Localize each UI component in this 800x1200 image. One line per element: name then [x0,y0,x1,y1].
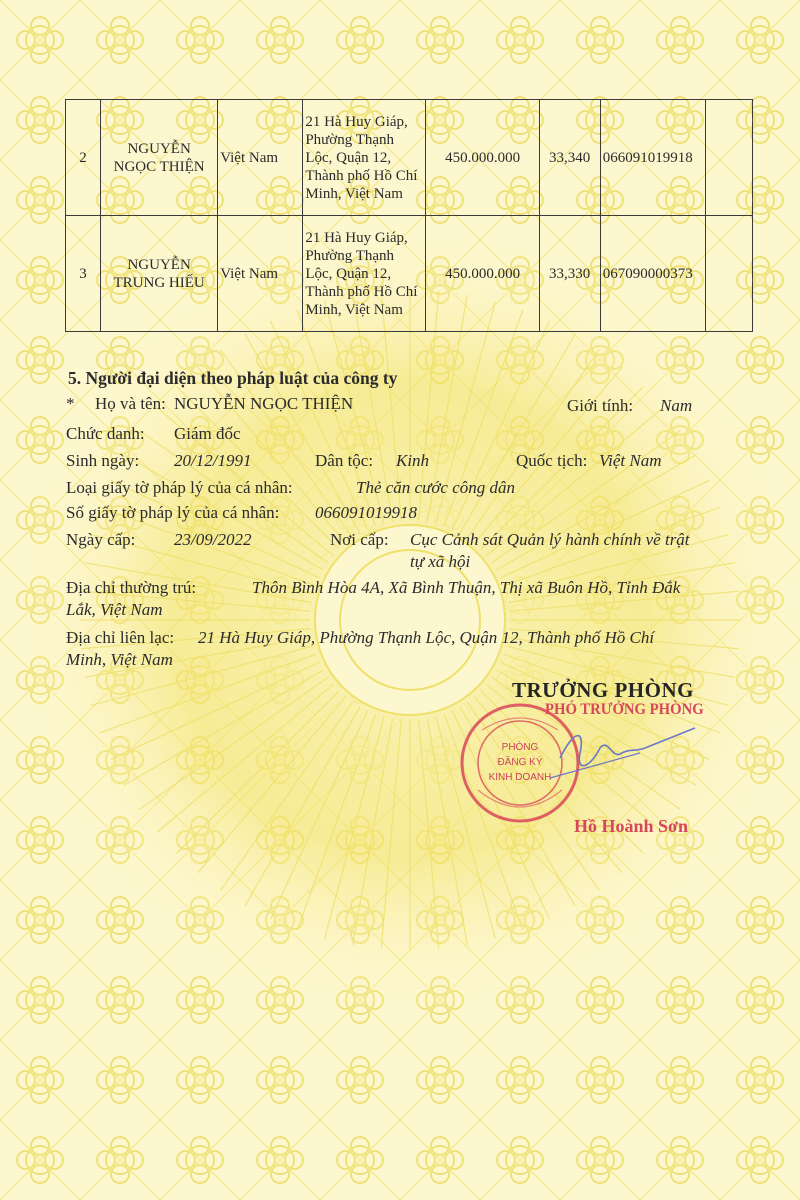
owner-name: NGUYỄN TRUNG HIẾU [101,216,218,332]
name-label: Họ và tên: [95,394,166,413]
svg-text:PHÒNG: PHÒNG [501,742,539,753]
owners-table [65,99,753,332]
contact-address-line2: Minh, Việt Nam [66,650,173,669]
permanent-address-line1: Thôn Bình Hòa 4A, Xã Bình Thuận, Thị xã Buôn Hồ, Tỉnh Đắk [252,578,681,597]
section-title: 5. Người đại diện theo pháp luật của công ty [68,368,398,388]
dob-value: 20/12/1991 [174,451,252,470]
owner-percent: 33,330 [539,216,600,332]
ethnicity-value: Kinh [396,451,430,470]
svg-text:ĐĂNG KÝ: ĐĂNG KÝ [497,757,543,768]
row-number: 2 [66,100,101,216]
owner-name: NGUYỄN NGỌC THIỆN [101,100,218,216]
signer-name: Hồ Hoành Sơn [574,816,689,836]
owner-capital: 450.000.000 [426,100,539,216]
owner-nationality: Việt Nam [218,216,303,332]
position-value: Giám đốc [174,424,241,443]
gender-value: Nam [660,396,693,415]
owner-address: 21 Hà Huy Giáp, Phường Thạnh Lộc, Quận 12, Thành phố Hồ Chí Minh, Việt Nam [303,100,426,216]
issue-date-value: 23/09/2022 [174,530,252,549]
signatory-title: TRƯỞNG PHÒNG [512,678,694,702]
nationality-value: Việt Nam [599,451,662,470]
permanent-address-line2: Lắk, Việt Nam [66,600,163,619]
doc-number-label: Số giấy tờ pháp lý của cá nhân: [66,503,280,522]
contact-address-label: Địa chỉ liên lạc: [66,628,175,647]
owner-capital: 450.000.000 [426,216,539,332]
handwritten-signature [520,718,700,788]
bullet: * [66,394,75,413]
nationality-label: Quốc tịch: [516,451,588,470]
permanent-address-label: Địa chỉ thường trú: [66,578,197,597]
owner-percent: 33,340 [539,100,600,216]
svg-text:KINH DOANH: KINH DOANH [488,772,552,783]
doc-type-label: Loại giấy tờ pháp lý của cá nhân: [66,478,293,497]
gender-label: Giới tính: [567,396,634,415]
owner-id-number: 066091019918 [600,100,705,216]
signatory-subtitle: PHÓ TRƯỞNG PHÒNG [545,701,704,718]
dob-label: Sinh ngày: [66,451,140,470]
row-number: 3 [66,216,101,332]
doc-type-value: Thẻ căn cước công dân [356,478,516,497]
owner-id-number: 067090000373 [600,216,705,332]
issue-place-line2: tự xã hội [410,552,471,571]
issue-place-line1: Cục Cảnh sát Quản lý hành chính về trật [410,530,690,549]
contact-address-line1: 21 Hà Huy Giáp, Phường Thạnh Lộc, Quận 12, Thành phố Hồ Chí [198,628,655,647]
issue-place-label: Nơi cấp: [330,530,389,549]
empty-cell [705,100,752,216]
doc-number-value: 066091019918 [315,503,417,522]
empty-cell [705,216,752,332]
name-value: NGUYỄN NGỌC THIỆN [174,394,354,413]
ethnicity-label: Dân tộc: [315,451,374,470]
issue-date-label: Ngày cấp: [66,530,136,549]
position-label: Chức danh: [66,424,145,443]
owner-nationality: Việt Nam [218,100,303,216]
owner-address: 21 Hà Huy Giáp, Phường Thạnh Lộc, Quận 12, Thành phố Hồ Chí Minh, Việt Nam [303,216,426,332]
table-row [66,216,753,332]
table-row [66,100,753,216]
